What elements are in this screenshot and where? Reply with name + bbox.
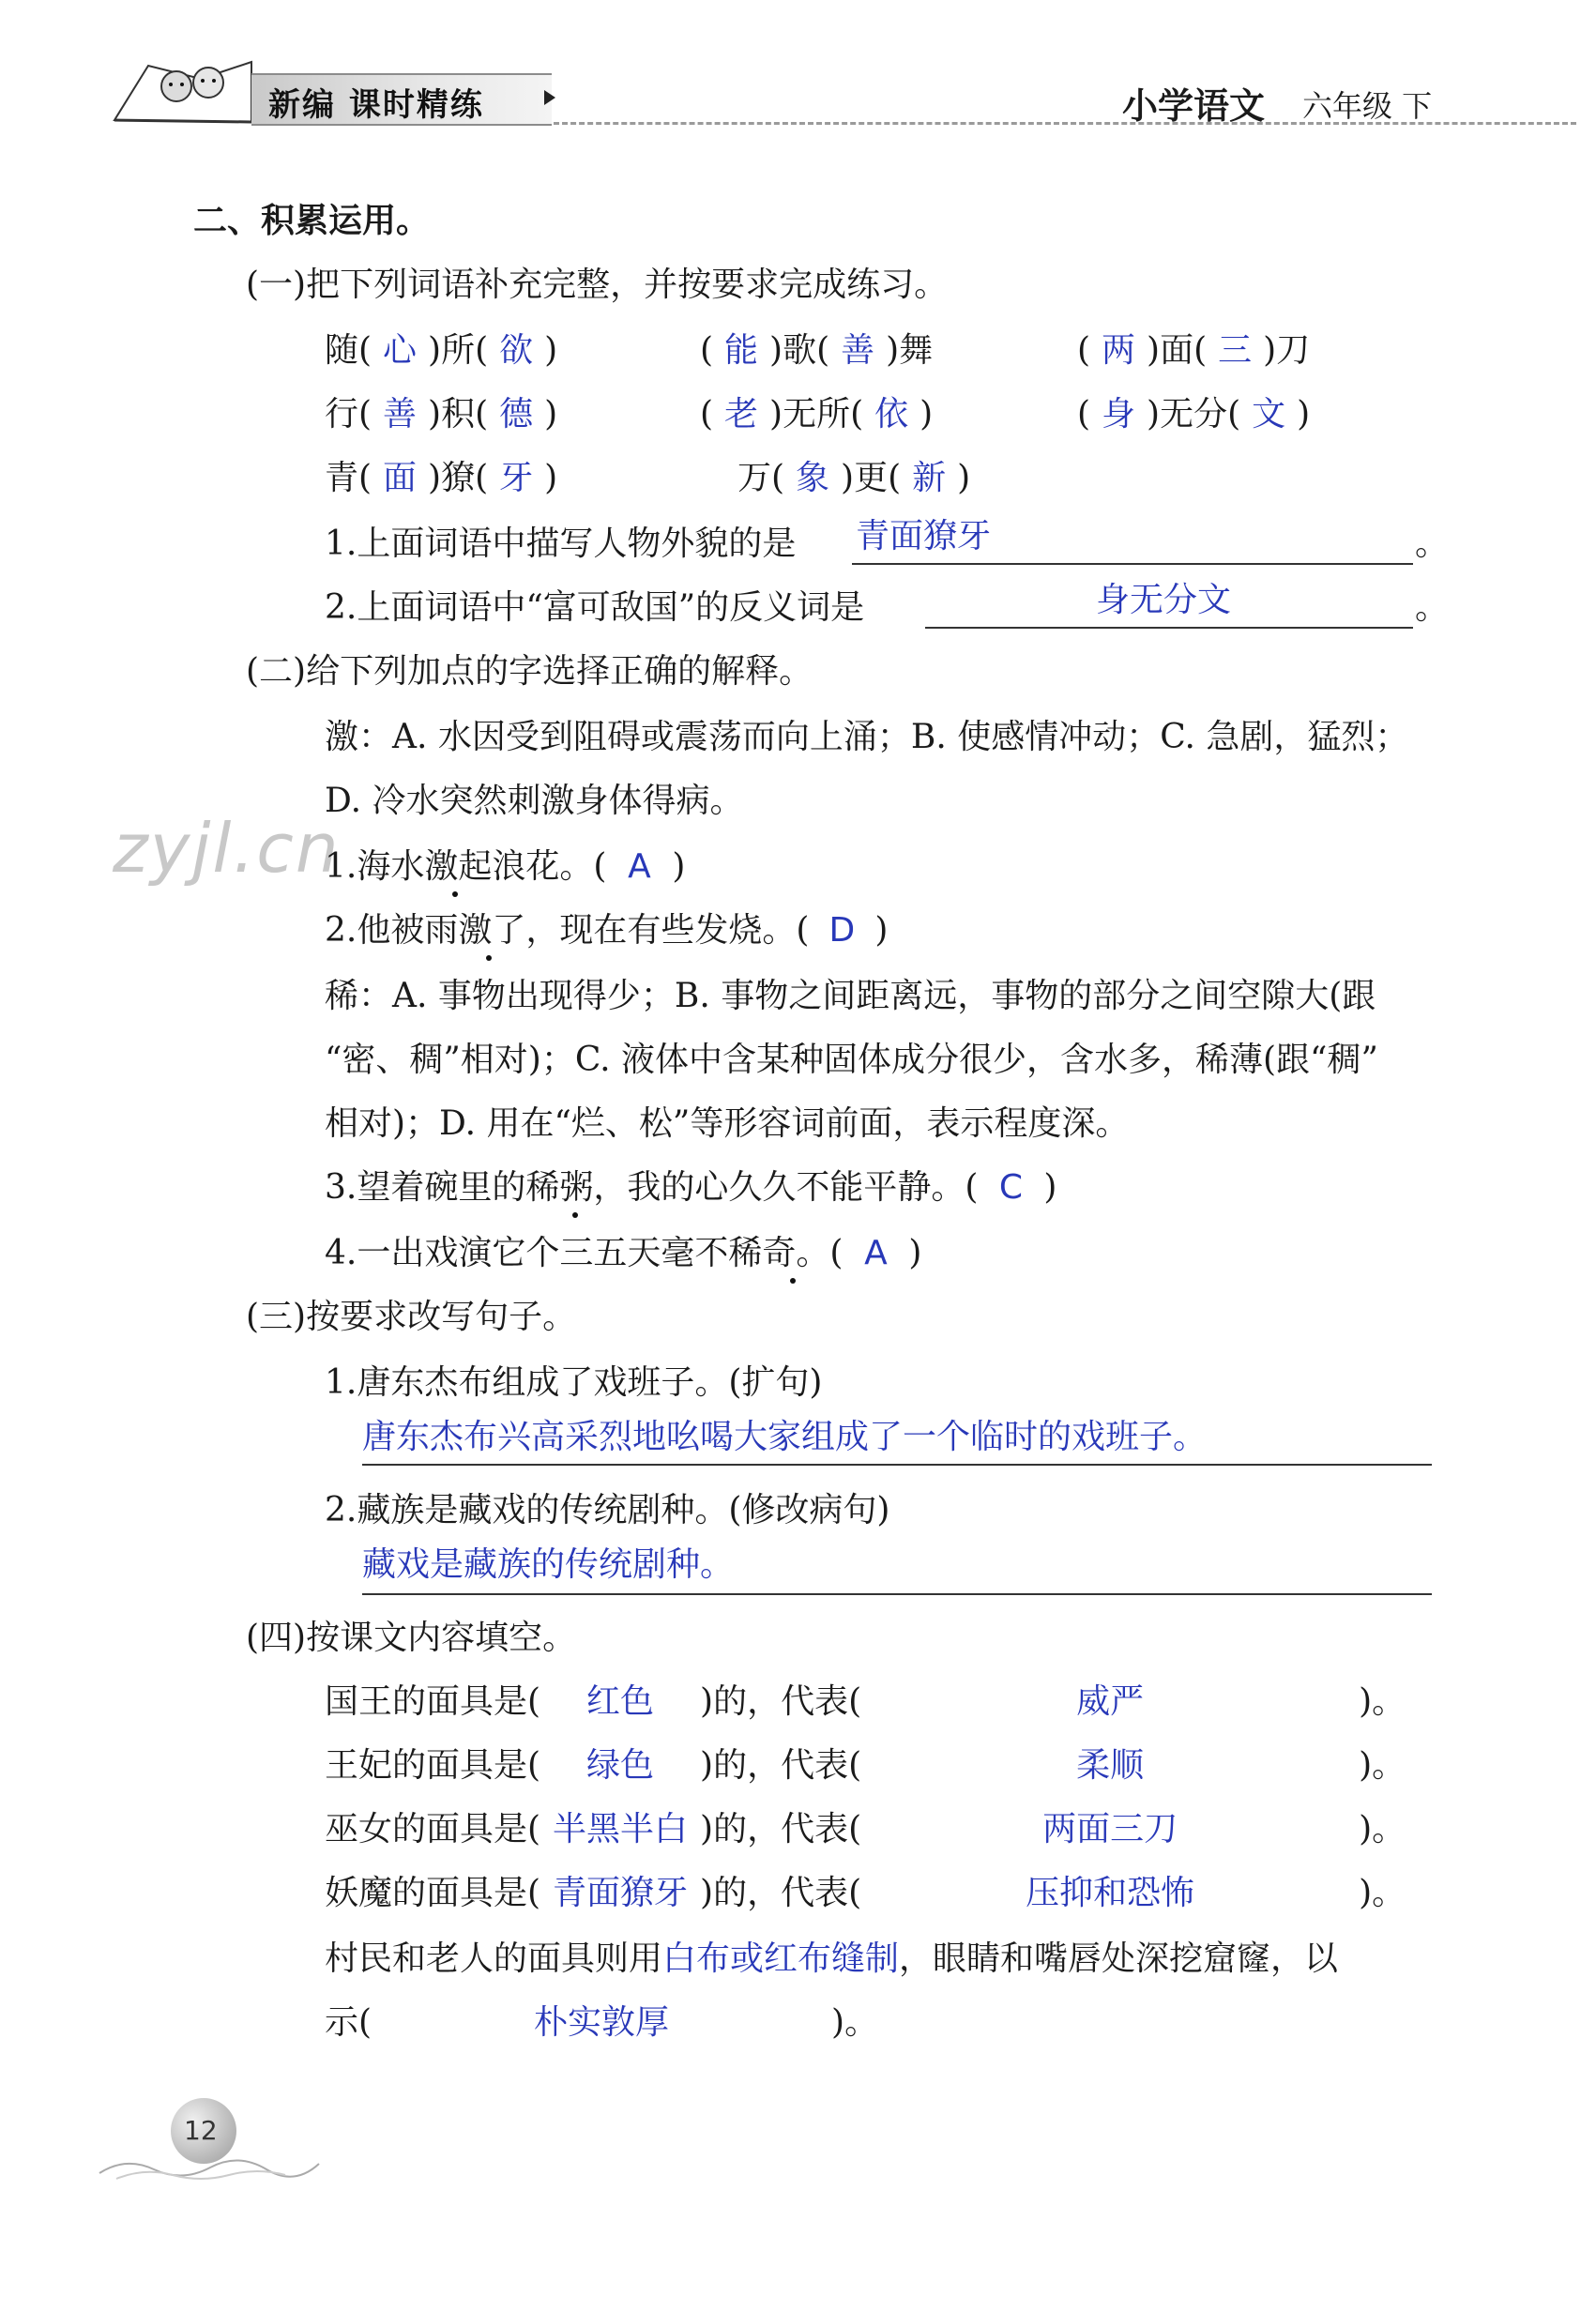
answer: 压抑和恐怖	[1026, 1874, 1195, 1912]
word-item: ( 能 )歌( 善 )舞	[700, 331, 934, 370]
answer-underline	[362, 1593, 1432, 1595]
emphasis-dot	[790, 1278, 796, 1284]
answer: 三	[1218, 331, 1253, 370]
fill-row: 王妃的面具是( 绿色 )的，代表( 柔顺 )。	[325, 1746, 1406, 1785]
answer: 欲	[499, 331, 534, 370]
question-text: 2.上面词语中“富可敌国”的反义词是	[325, 588, 865, 627]
word-item: 行( 善 )积( 德 )	[325, 395, 558, 434]
question-text: 4.一出戏演它个三五天毫不稀奇。( A )	[325, 1234, 922, 1272]
answer: 藏戏是藏族的传统剧种。	[362, 1545, 735, 1584]
part4-heading: (四)按课文内容填空。	[246, 1619, 577, 1657]
part1-heading: (一)把下列词语补充完整，并按要求完成练习。	[246, 266, 949, 304]
answer: 德	[499, 395, 534, 434]
answer: A	[628, 847, 651, 886]
page-number: 12	[184, 2115, 218, 2146]
part3-heading: (三)按要求改写句子。	[246, 1298, 577, 1336]
answer: 两	[1102, 331, 1136, 370]
part2-heading: (二)给下列加点的字选择正确的解释。	[246, 652, 813, 691]
section-title: 二、积累运用。	[193, 202, 431, 240]
answer: 青面獠牙	[856, 517, 992, 555]
answer: 朴实敦厚	[534, 2003, 670, 2042]
answer: 青面獠牙	[553, 1874, 689, 1912]
fill-row: 妖魔的面具是( 青面獠牙 )的，代表( 压抑和恐怖 )。	[325, 1874, 1406, 1912]
definition-text: “密、稠”相对)；C. 液体中含某种固体成分很少，含水多，稀薄(跟“稠”	[325, 1041, 1378, 1079]
answer: 牙	[499, 459, 534, 497]
question-text: 1.海水激起浪花。( A )	[325, 847, 686, 886]
fill-row: 巫女的面具是( 半黑半白 )的，代表( 两面三刀 )。	[325, 1810, 1406, 1848]
answer: 半黑半白	[553, 1810, 689, 1848]
definition-text: D. 冷水突然刺激身体得病。	[325, 782, 744, 820]
answer-underline	[852, 563, 1413, 565]
word-item: 万( 象 )更( 新 )	[737, 459, 971, 497]
answer: 象	[796, 459, 830, 497]
answer: 善	[383, 395, 418, 434]
answer-underline	[362, 1464, 1432, 1466]
answer: 能	[724, 331, 759, 370]
definition-text: 相对)；D. 用在“烂、松”等形容词前面，表示程度深。	[325, 1104, 1130, 1143]
question-text: 2.他被雨激了，现在有些发烧。( D )	[325, 911, 889, 950]
subject-label: 小学语文	[1122, 85, 1266, 127]
answer: 文	[1252, 395, 1286, 434]
answer: 柔顺	[1076, 1746, 1145, 1785]
answer: 白布或红布缝制	[662, 1939, 900, 1978]
word-item: 随( 心 )所( 欲 )	[325, 331, 558, 370]
emphasis-dot	[572, 1212, 578, 1218]
emphasis-dot	[486, 955, 492, 961]
series-logo	[111, 54, 552, 126]
answer: D	[828, 911, 856, 950]
arrow-right-icon	[544, 90, 555, 105]
answer: 老	[724, 395, 759, 434]
answer: 两面三刀	[1042, 1810, 1178, 1848]
answer: 身无分文	[1096, 581, 1232, 619]
fill-row: 国王的面具是( 红色 )的，代表( 威严 )。	[325, 1682, 1406, 1721]
punctuation: 。	[1415, 588, 1450, 627]
series-title: 新编 课时精练	[268, 86, 484, 124]
answer: 依	[874, 395, 909, 434]
header-divider	[554, 122, 1576, 125]
answer: 心	[383, 331, 418, 370]
word-item: ( 身 )无分( 文 )	[1077, 395, 1311, 434]
punctuation: 。	[1415, 525, 1450, 563]
answer: 绿色	[586, 1746, 655, 1785]
grade-label: 六年级 下	[1302, 88, 1433, 124]
watermark: zyjl.cn	[113, 809, 341, 888]
definition-text: 稀：A. 事物出现得少；B. 事物之间距离远，事物的部分之间空隙大(跟	[325, 977, 1376, 1015]
question-text: 3.望着碗里的稀粥，我的心久久不能平静。( C )	[325, 1168, 1057, 1207]
word-item: ( 两 )面( 三 )刀	[1077, 331, 1311, 370]
wave-decoration-icon	[98, 2147, 323, 2184]
definition-text: 激：A. 水因受到阻碍或震荡而向上涌；B. 使感情冲动；C. 急剧，猛烈；	[325, 718, 1409, 756]
answer: 唐东杰布兴高采烈地吆喝大家组成了一个临时的戏班子。	[362, 1418, 1208, 1456]
book-mascot-icon	[111, 54, 261, 126]
answer: 威严	[1076, 1682, 1145, 1721]
answer: 面	[383, 459, 418, 497]
answer: C	[998, 1168, 1023, 1207]
fill-row: 示( 朴实敦厚 )。	[325, 2003, 879, 2042]
question-text: 1.上面词语中描写人物外貌的是	[325, 525, 797, 563]
answer: 善	[841, 331, 875, 370]
question-text: 2.藏族是藏戏的传统剧种。(修改病句)	[325, 1491, 890, 1529]
answer-underline	[925, 627, 1413, 629]
answer: 身	[1102, 395, 1136, 434]
answer: 新	[912, 459, 947, 497]
word-item: 青( 面 )獠( 牙 )	[325, 459, 558, 497]
emphasis-dot	[452, 891, 458, 897]
answer: A	[864, 1234, 888, 1272]
fill-row: 村民和老人的面具则用白布或红布缝制，眼睛和嘴唇处深挖窟窿，以	[325, 1939, 1339, 1978]
word-item: ( 老 )无所( 依 )	[700, 395, 934, 434]
question-text: 1.唐东杰布组成了戏班子。(扩句)	[325, 1363, 823, 1402]
answer: 红色	[586, 1682, 655, 1721]
